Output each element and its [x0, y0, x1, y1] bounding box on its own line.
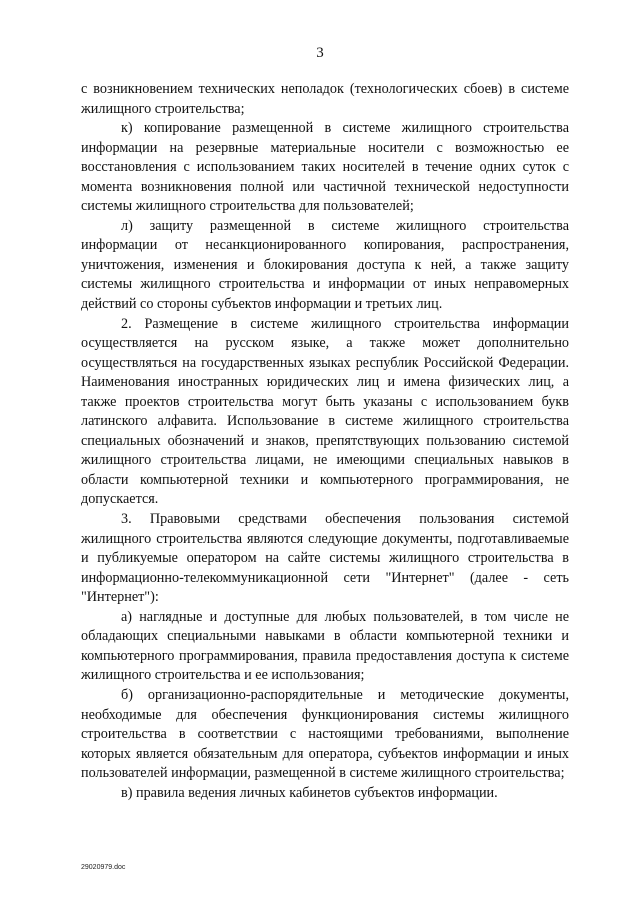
- paragraph-item-v: в) правила ведения личных кабинетов субъектов информации.: [121, 784, 498, 801]
- paragraph-section-2: 2. Размещение в системе жилищного строительства информации осуществляется на русском языке, а также может дополнительно осуществляться на государственных языках республик Российской Федерации. Наименования иностранных юридических лиц и имена физических лиц, а также проектов строительства могут быть указаны с использованием букв латинского алфавита. Использование в системе жилищного строительства специальных обозначений и знаков, препятствующих пользованию системой жилищного строительства лицами, не имеющими специальных навыков в области компьютерной техники и компьютерного программирования, не допускается.: [81, 315, 569, 508]
- page-number: 3: [316, 45, 324, 61]
- paragraph-item-k: к) копирование размещенной в системе жилищного строительства информации на резервные материальные носители с возможностью ее восстановления с использованием таких носителей в течение одних суток с момента возникновения полной или частичной технической недоступности системы жилищного строительства для пользователей;: [81, 120, 569, 215]
- document-filename-footer: 29020979.doc: [81, 864, 126, 871]
- paragraph-item-b: б) организационно-распорядительные и методические документы, необходимые для обеспечения функционирования системы жилищного строительства в соответствии с настоящими требованиями, выполнение которых является обязательным для оператора, субъектов информации и иных пользователей информации, размещенной в системе жилищного строительства;: [81, 686, 569, 782]
- paragraph-section-3: 3. Правовыми средствами обеспечения пользования системой жилищного строительства являются следующие документы, подготавливаемые и публикуемые оператором на сайте системы жилищного строительства в информационно-телекоммуникационной сети "Интернет" (далее - сеть "Интернет"):: [81, 511, 569, 606]
- document-body: [81, 80, 569, 803]
- paragraph-item-a: а) наглядные и доступные для любых пользователей, в том числе не обладающих специальными навыками в области компьютерной техники и компьютерного программирования, правила предоставления доступа к системе жилищного строительства и ее использования;: [81, 608, 569, 684]
- paragraph-continuation: с возникновением технических неполадок (технологических сбоев) в системе жилищного строительства;: [81, 81, 569, 117]
- paragraph-item-l: л) защиту размещенной в системе жилищного строительства информации от несанкционированного копирования, распространения, уничтожения, изменения и блокирования доступа к ней, а также защиту системы жилищного строительства и информации от иных неправомерных действий со стороны субъектов информации и третьих лиц.: [81, 217, 569, 313]
